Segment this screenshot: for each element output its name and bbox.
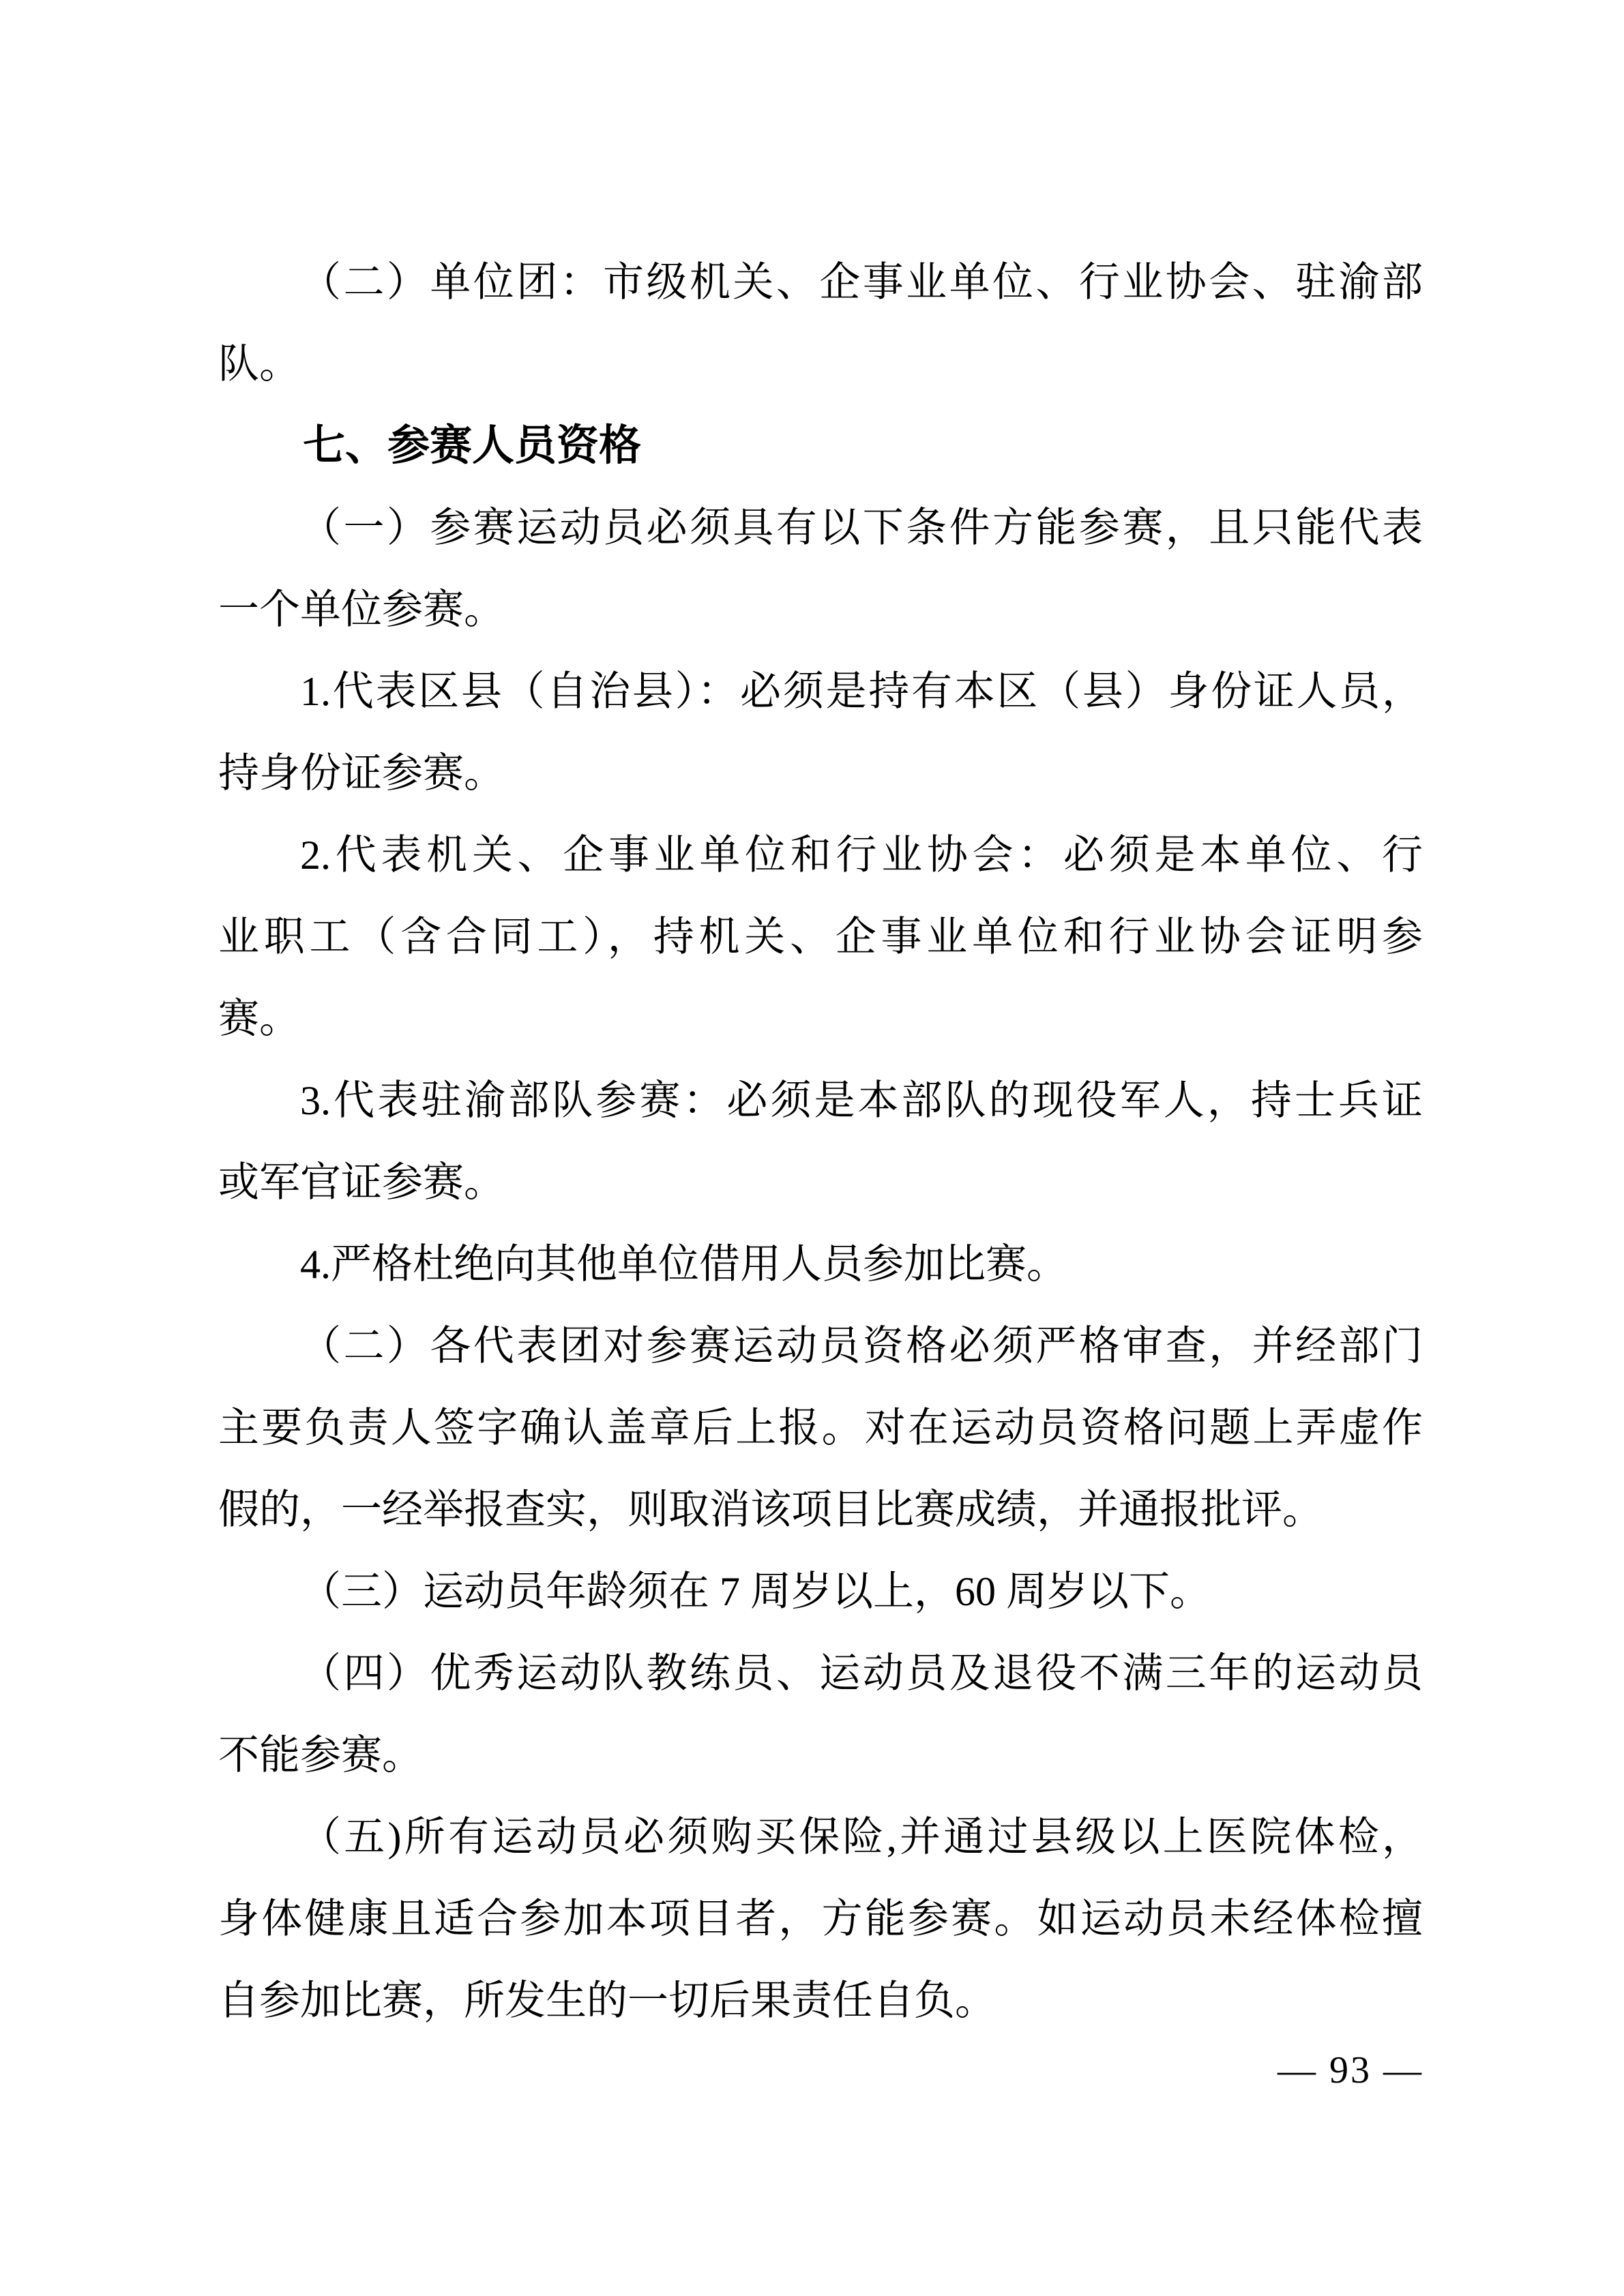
text-line: 4.严格杜绝向其他单位借用人员参加比赛。 bbox=[300, 1242, 1067, 1287]
text-line: 队。 bbox=[218, 342, 300, 387]
text-line: 业职工（含合同工），持机关、企事业单位和行业协会证明参 bbox=[218, 914, 1423, 959]
text-line: 2.代表机关、企事业单位和行业协会：必须是本单位、行 bbox=[300, 833, 1423, 878]
text-line: （三）运动员年龄须在 7 周岁以上，60 周岁以下。 bbox=[300, 1569, 1211, 1614]
page-number: — 93 — bbox=[1278, 2049, 1423, 2091]
text-line: 不能参赛。 bbox=[218, 1733, 423, 1778]
text-line: 身体健康且适合参加本项目者，方能参赛。如运动员未经体检擅 bbox=[218, 1896, 1423, 1941]
text-line: 一个单位参赛。 bbox=[218, 587, 505, 632]
text-line: 持身份证参赛。 bbox=[218, 751, 505, 796]
text-line: 1.代表区县（自治县）：必须是持有本区（县）身份证人员， bbox=[300, 669, 1423, 714]
text-line: （五)所有运动员必须购买保险,并通过县级以上医院体检， bbox=[300, 1815, 1423, 1860]
text-line: （二）各代表团对参赛运动员资格必须严格审查，并经部门 bbox=[300, 1324, 1423, 1369]
text-line: 假的，一经举报查实，则取消该项目比赛成绩，并通报批评。 bbox=[218, 1487, 1323, 1532]
text-line: （二）单位团：市级机关、企事业单位、行业协会、驻渝部 bbox=[300, 260, 1423, 305]
text-line: 自参加比赛，所发生的一切后果责任自负。 bbox=[218, 1978, 996, 2023]
text-line: 3.代表驻渝部队参赛：必须是本部队的现役军人，持士兵证 bbox=[300, 1078, 1423, 1123]
text-line: 主要负责人签字确认盖章后上报。对在运动员资格问题上弄虚作 bbox=[218, 1405, 1423, 1450]
text-line: （一）参赛运动员必须具有以下条件方能参赛，且只能代表 bbox=[300, 505, 1423, 550]
text-line: 赛。 bbox=[218, 996, 300, 1041]
text-line: （四）优秀运动队教练员、运动员及退役不满三年的运动员 bbox=[300, 1651, 1423, 1696]
text-line: 或军官证参赛。 bbox=[218, 1160, 505, 1205]
document-body bbox=[218, 241, 1423, 2042]
section-heading: 七、参赛人员资格 bbox=[303, 422, 642, 469]
